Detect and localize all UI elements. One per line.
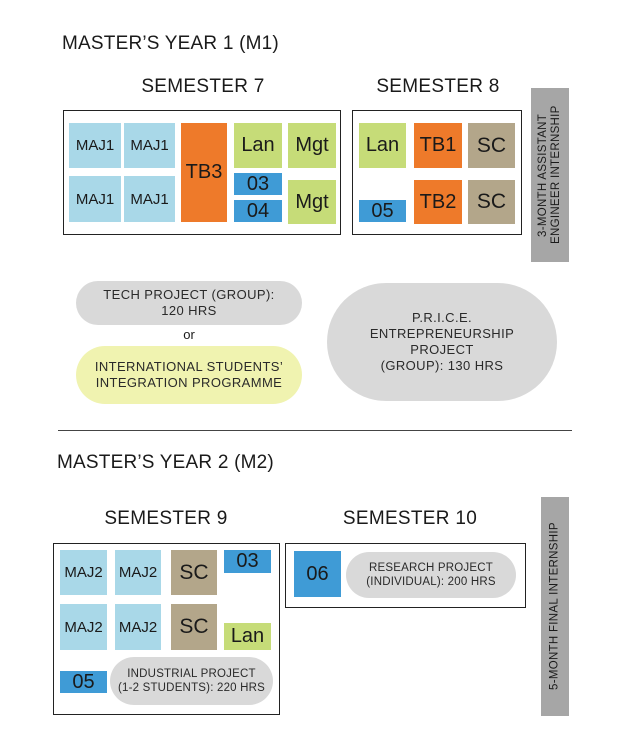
- module-sc: SC: [468, 123, 515, 168]
- module-03: 03: [234, 173, 282, 195]
- module-04: 04: [234, 200, 282, 222]
- price-project-pill: [327, 283, 557, 401]
- module-mgt: Mgt: [288, 180, 336, 224]
- module-maj1: MAJ1: [124, 176, 175, 222]
- year-divider: [58, 430, 572, 431]
- industrial-project-label: INDUSTRIAL PROJECT (1-2 STUDENTS): 220 HRS: [117, 668, 266, 694]
- module-06: 06: [294, 551, 341, 597]
- or-label: or: [183, 327, 195, 342]
- semester10-title: SEMESTER 10: [342, 508, 478, 529]
- tech-project-label: TECH PROJECT (GROUP): 120 HRS: [103, 287, 275, 318]
- price-project-label: P.R.I.C.E. ENTREPRENEURSHIP PROJECT (GROUP): 130 HRS: [369, 310, 515, 373]
- module-sc: SC: [171, 604, 217, 650]
- module-maj2: MAJ2: [115, 550, 161, 595]
- module-maj1: MAJ1: [69, 123, 121, 168]
- module-mgt: Mgt: [288, 123, 336, 168]
- international-programme-pill: [76, 346, 302, 404]
- module-maj2: MAJ2: [60, 604, 107, 650]
- tech-project-pill: [76, 281, 302, 325]
- semester7-title: SEMESTER 7: [141, 76, 265, 97]
- module-05: 05: [60, 671, 107, 693]
- semester9-title: SEMESTER 9: [104, 508, 228, 529]
- module-sc: SC: [468, 180, 515, 224]
- internship-bar-5-month: [541, 497, 569, 716]
- module-lan: Lan: [234, 123, 282, 168]
- year1-heading: MASTER’S YEAR 1 (M1): [62, 33, 279, 54]
- module-tb1: TB1: [414, 123, 462, 168]
- research-project-pill: [346, 552, 516, 598]
- year2-heading: MASTER’S YEAR 2 (M2): [57, 452, 274, 473]
- module-maj1: MAJ1: [69, 176, 121, 222]
- module-maj1: MAJ1: [124, 123, 175, 168]
- international-programme-label: INTERNATIONAL STUDENTS’ INTEGRATION PROGRAMME: [94, 359, 284, 390]
- research-project-label: RESEARCH PROJECT (INDIVIDUAL): 200 HRS: [366, 562, 496, 588]
- module-maj2: MAJ2: [60, 550, 107, 595]
- internship-3-month-label: 3-MONTH ASSISTANT ENGINEER INTERNSHIP: [537, 105, 562, 245]
- module-sc: SC: [171, 550, 217, 595]
- module-tb2: TB2: [414, 180, 462, 224]
- module-05: 05: [359, 200, 406, 222]
- module-lan: Lan: [359, 123, 406, 168]
- internship-bar-3-month: [531, 88, 569, 262]
- industrial-project-pill: [110, 657, 273, 705]
- module-lan: Lan: [224, 623, 271, 650]
- module-tb3: TB3: [181, 123, 227, 222]
- module-maj2: MAJ2: [115, 604, 161, 650]
- internship-5-month-label: 5-MONTH FINAL INTERNSHIP: [548, 522, 561, 691]
- semester8-title: SEMESTER 8: [376, 76, 500, 97]
- module-03: 03: [224, 550, 271, 573]
